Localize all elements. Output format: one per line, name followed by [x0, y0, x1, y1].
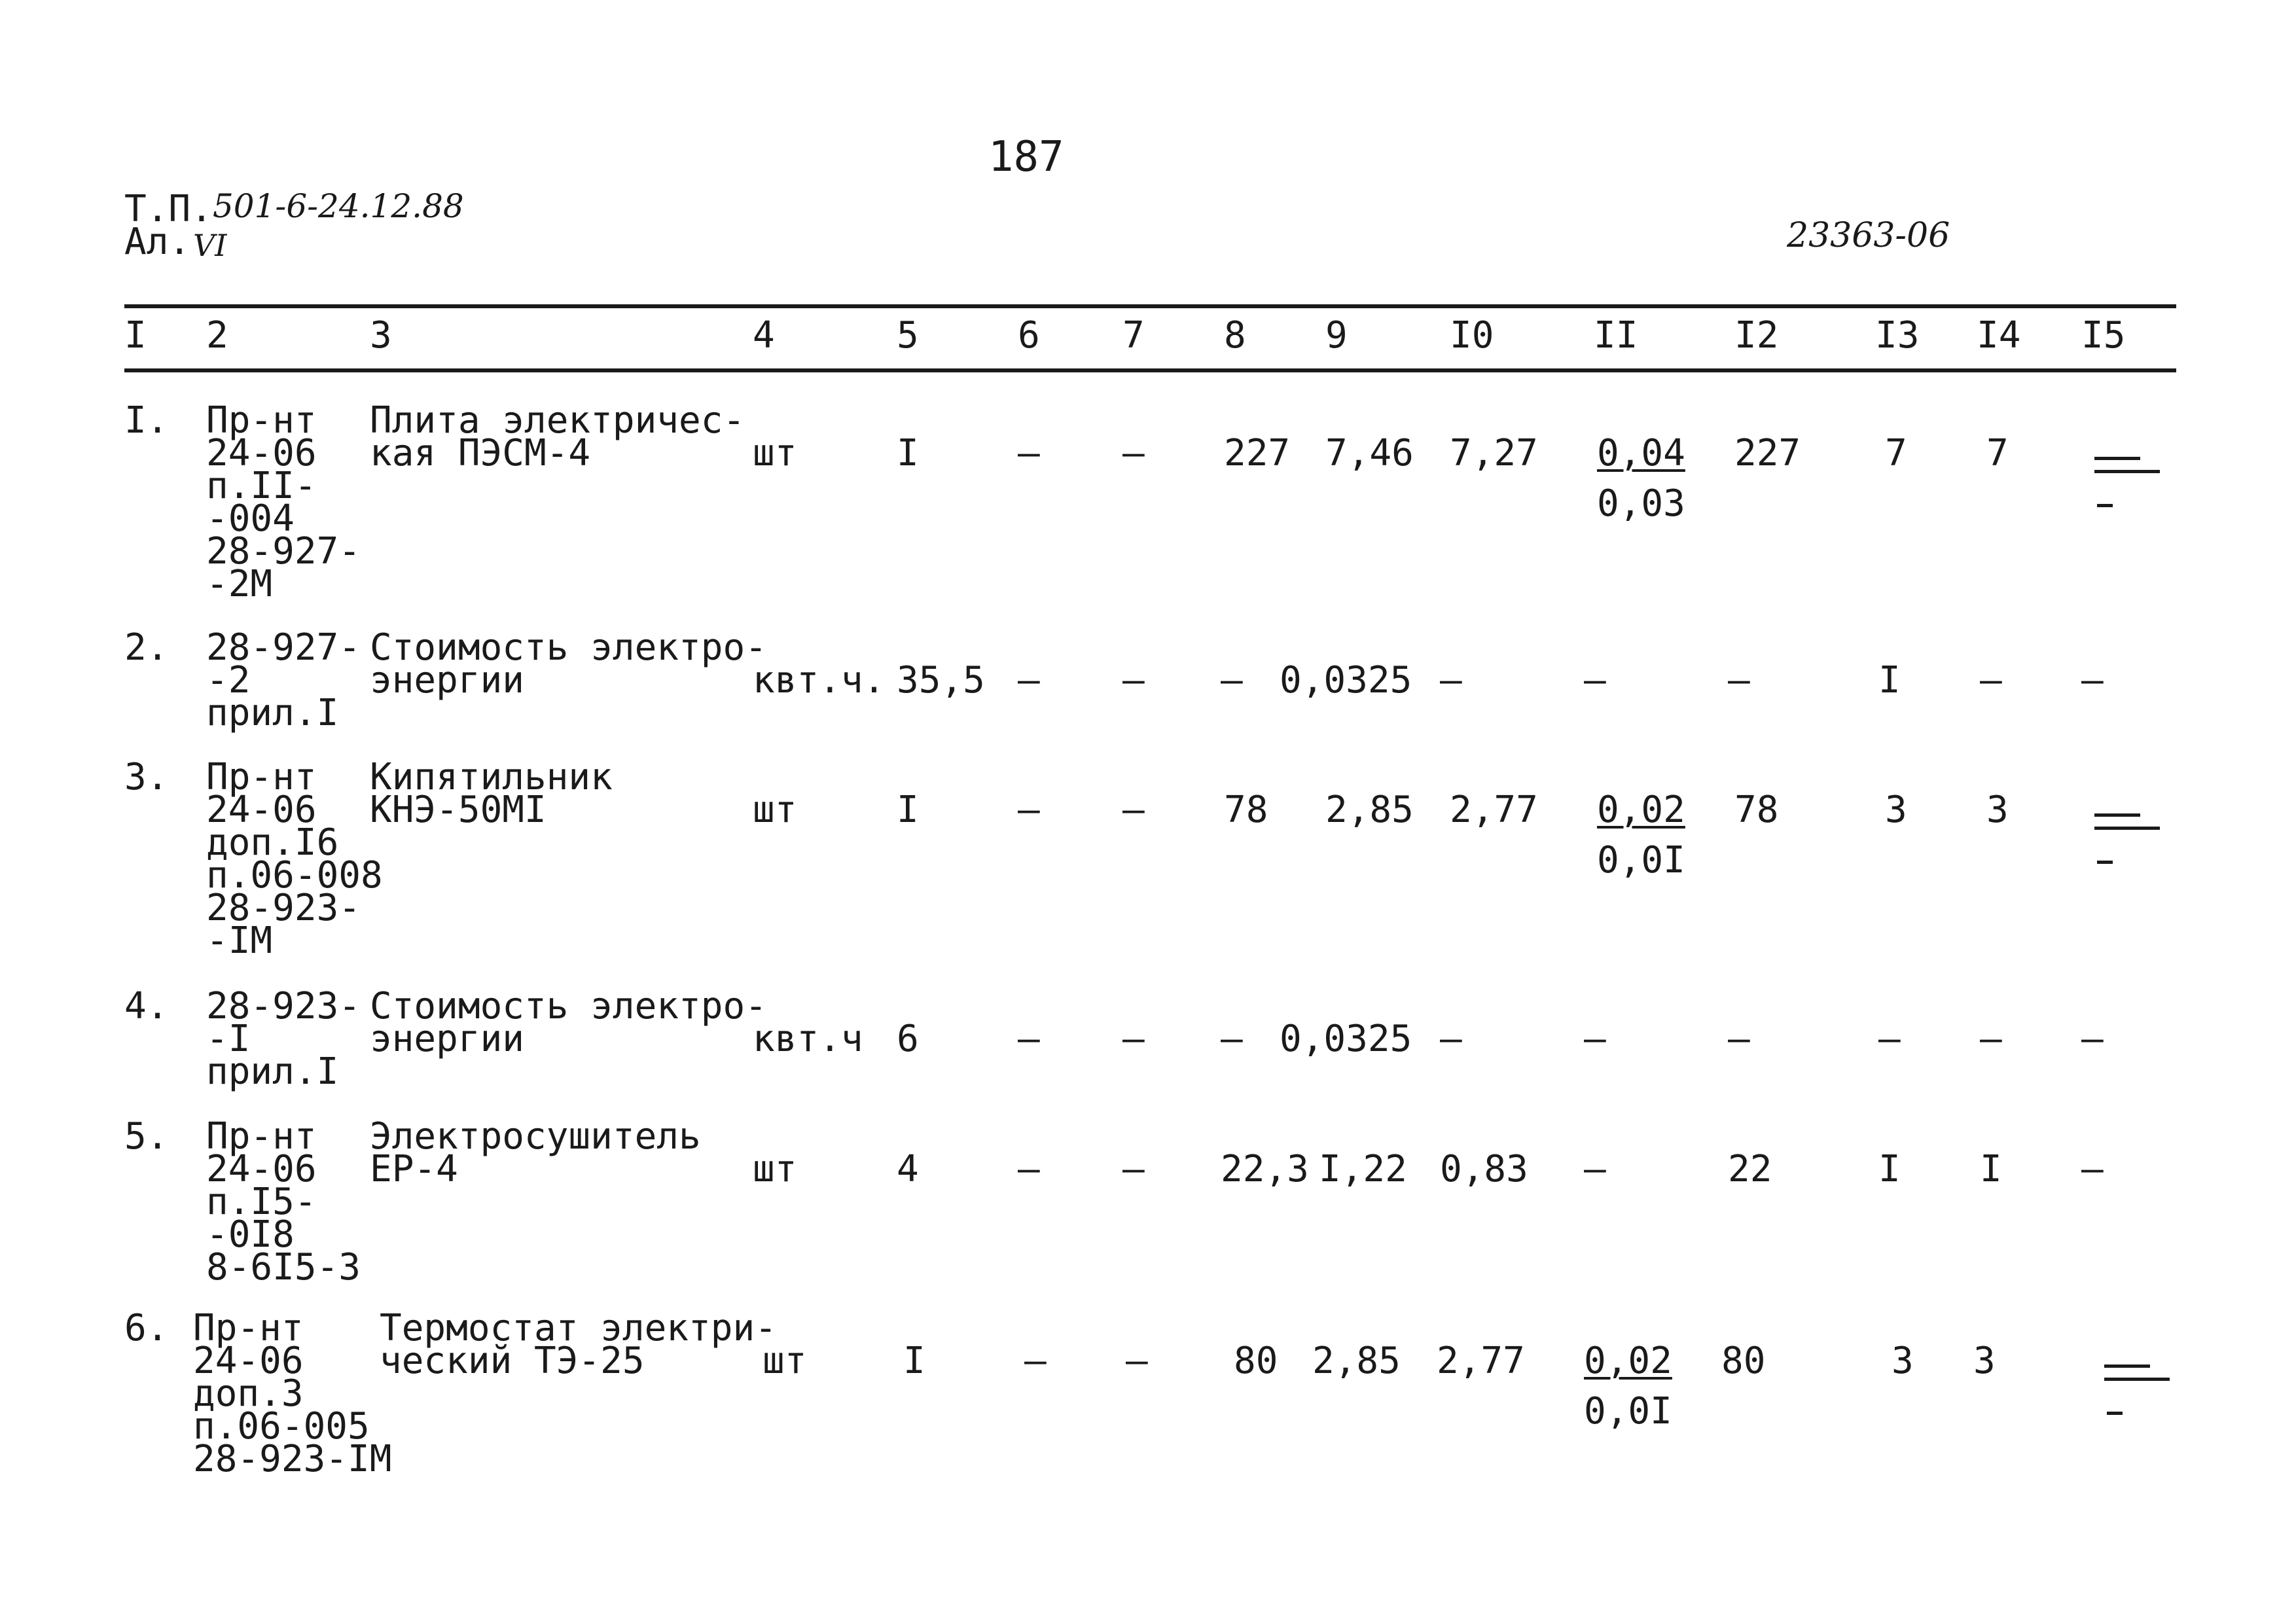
row-name: Термостат электри- ческий ТЭ-25: [380, 1307, 777, 1382]
row-col6: –: [1018, 432, 1040, 474]
row-col5: 6: [897, 1018, 919, 1060]
row-unit: шт: [762, 1340, 807, 1382]
row-col5: I: [903, 1340, 925, 1382]
row-name: Плита электричес- кая ПЭСМ-4: [370, 399, 745, 474]
row-col12: –: [1728, 659, 1750, 702]
row-col10: 2,77: [1437, 1340, 1525, 1382]
row-number: 4.: [124, 985, 169, 1027]
row-col11-top: 0,02: [1584, 1340, 1672, 1382]
col-header: I: [124, 314, 147, 357]
col-header: I2: [1734, 314, 1779, 357]
row-col9: 2,85: [1312, 1340, 1401, 1382]
row-col7: –: [1122, 789, 1145, 831]
row-col12: –: [1728, 1018, 1750, 1060]
row-col6: –: [1018, 1018, 1040, 1060]
row-col9: 0,0325: [1280, 1018, 1412, 1060]
row-col6: –: [1018, 1148, 1040, 1190]
page-number: 187: [988, 133, 1064, 181]
row-col10: –: [1440, 659, 1462, 702]
row-col14: 7: [1986, 432, 2009, 474]
row-col8: 22,3: [1221, 1148, 1309, 1190]
row-unit: шт: [753, 789, 797, 831]
row-unit: шт: [753, 432, 797, 474]
row-col13: I: [1878, 1148, 1901, 1190]
table-top-rule: [124, 304, 2176, 308]
row-name: Электросушитель ЕР-4: [370, 1115, 701, 1190]
row-col7: –: [1122, 432, 1145, 474]
row-col11-top: –: [1584, 1018, 1606, 1060]
row-col11-bottom: 0,0I: [1584, 1390, 1672, 1433]
row-col10: 2,77: [1450, 789, 1538, 831]
row-col7: –: [1122, 1018, 1145, 1060]
row-number: 5.: [124, 1115, 169, 1158]
row-col13: –: [1878, 1018, 1901, 1060]
row-col11-top: –: [1584, 659, 1606, 702]
row-col8: –: [1221, 659, 1243, 702]
col-header: 5: [897, 314, 919, 357]
row-col14: –: [1980, 1018, 2002, 1060]
row-number: 3.: [124, 756, 169, 798]
row-reference: 28-923- -I прил.I: [206, 985, 361, 1093]
col-header: I3: [1875, 314, 1920, 357]
row-col14: 3: [1973, 1340, 1996, 1382]
row-col6: –: [1018, 659, 1040, 702]
row-col5: 4: [897, 1148, 919, 1190]
row-col10: 7,27: [1450, 432, 1538, 474]
table-header-rule: [124, 368, 2176, 372]
row-col13: 3: [1885, 789, 1907, 831]
row-col9: 2,85: [1325, 789, 1414, 831]
row-col13: I: [1878, 659, 1901, 702]
row-col9: 7,46: [1325, 432, 1414, 474]
row-col7: –: [1122, 659, 1145, 702]
row-col10: 0,83: [1440, 1148, 1528, 1190]
row-col14: I: [1980, 1148, 2002, 1190]
row-col9: I,22: [1319, 1148, 1407, 1190]
row-unit: квт.ч.: [753, 659, 886, 702]
row-col6: –: [1018, 789, 1040, 831]
row-col15: –: [2081, 1148, 2104, 1190]
row-col8: 227: [1224, 432, 1291, 474]
row-col6: –: [1024, 1340, 1047, 1382]
col-header: 3: [370, 314, 392, 357]
row-col5: 35,5: [897, 659, 985, 702]
row-col14: –: [1980, 659, 2002, 702]
row-col7: –: [1122, 1148, 1145, 1190]
col-header: I0: [1450, 314, 1494, 357]
album-prefix: Ал.: [124, 221, 191, 263]
row-col11-top: 0,04: [1597, 432, 1685, 474]
row-col12: 80: [1721, 1340, 1766, 1382]
document-code: 23363-06: [1787, 216, 1950, 255]
tp-prefix: Т.П.: [124, 188, 213, 230]
col-header: 8: [1224, 314, 1246, 357]
row-number: 6.: [124, 1307, 169, 1349]
row-name: Стоимость электро- энергии: [370, 985, 767, 1060]
row-col10: –: [1440, 1018, 1462, 1060]
row-reference: Пр-нт 24-06 доп.I6 п.06-008 28-923- -IМ: [206, 756, 383, 962]
row-col15: –: [2081, 659, 2104, 702]
row-number: I.: [124, 399, 169, 442]
col-header: 7: [1122, 314, 1145, 357]
row-col7: –: [1126, 1340, 1148, 1382]
row-col11-bottom: 0,0I: [1597, 839, 1685, 882]
row-col14: 3: [1986, 789, 2009, 831]
row-reference: Пр-нт 24-06 доп.3 п.06-005 28-923-IМ: [193, 1307, 392, 1480]
row-col8: 80: [1234, 1340, 1278, 1382]
row-col13: 3: [1892, 1340, 1914, 1382]
col-header: I4: [1977, 314, 2021, 357]
row-name: Стоимость электро- энергии: [370, 626, 767, 702]
col-header: 2: [206, 314, 228, 357]
col-header: 6: [1018, 314, 1040, 357]
row-col11-top: –: [1584, 1148, 1606, 1190]
row-col9: 0,0325: [1280, 659, 1412, 702]
row-col15: –: [2081, 1018, 2104, 1060]
row-number: 2.: [124, 626, 169, 669]
row-col12: 78: [1734, 789, 1779, 831]
row-unit: квт.ч: [753, 1018, 863, 1060]
tp-code: 501-6-24.12.88: [213, 187, 464, 225]
row-col8: –: [1221, 1018, 1243, 1060]
row-col12: 227: [1734, 432, 1801, 474]
row-col11-top: 0,02: [1597, 789, 1685, 831]
row-reference: Пр-нт 24-06 п.II- -004 28-927- -2М: [206, 399, 361, 605]
row-col13: 7: [1885, 432, 1907, 474]
album-number: VI: [193, 228, 227, 263]
row-reference: Пр-нт 24-06 п.I5- -0I8 8-6I5-3: [206, 1115, 361, 1289]
col-header: 4: [753, 314, 775, 357]
row-unit: шт: [753, 1148, 797, 1190]
row-col12: 22: [1728, 1148, 1772, 1190]
col-header: 9: [1325, 314, 1348, 357]
row-reference: 28-927- -2 прил.I: [206, 626, 361, 734]
col-header: II: [1594, 314, 1638, 357]
col-header: I5: [2081, 314, 2126, 357]
row-col5: I: [897, 789, 919, 831]
row-col5: I: [897, 432, 919, 474]
row-col11-bottom: 0,03: [1597, 482, 1685, 525]
row-col8: 78: [1224, 789, 1268, 831]
row-name: Кипятильник КНЭ-50МI: [370, 756, 613, 831]
